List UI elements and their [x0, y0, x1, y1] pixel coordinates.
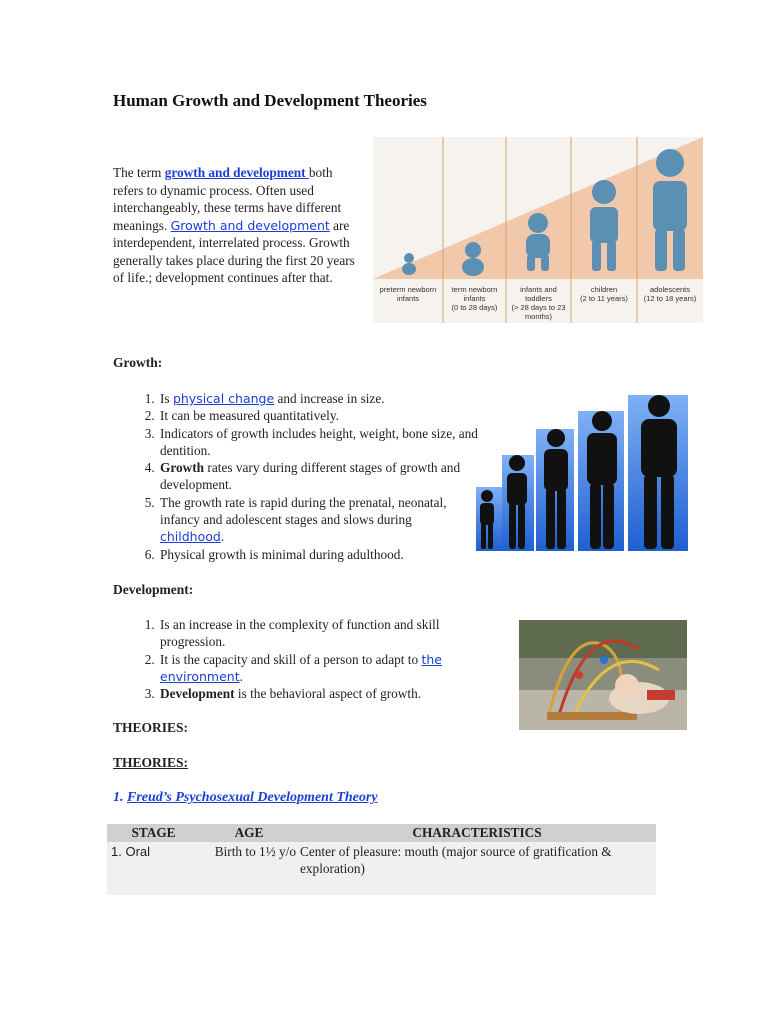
item-text: . — [239, 668, 243, 684]
item-text: The growth rate is rapid during the prenatal, neonatal, infancy and adolescent stages and slows during — [160, 494, 447, 528]
item-bold: Development — [160, 686, 235, 702]
stage-label-name: preterm newborn infants — [379, 285, 437, 303]
stage-label-sub: (2 to 11 years) — [580, 294, 628, 303]
freud-number: 1. — [113, 790, 127, 805]
list-item: 3. Indicators of growth includes height, weight, bone size, and dentition. — [158, 425, 478, 460]
childhood-link[interactable]: childhood — [160, 529, 221, 545]
table-row — [107, 842, 656, 895]
stage-label — [637, 285, 703, 303]
stage-label-sub: (12 to 18 years) — [643, 294, 697, 303]
development-list — [113, 616, 483, 702]
growth-heading: Growth: — [113, 355, 163, 370]
stage-label-sub: (0 to 28 days) — [451, 303, 498, 312]
stage-label — [443, 285, 506, 312]
intro-text: The term — [113, 165, 165, 180]
freud-stages-table — [107, 824, 656, 895]
list-item — [158, 459, 478, 494]
list-item: 2. It can be measured quantitatively. — [158, 407, 478, 424]
item-text: Is — [160, 391, 173, 406]
development-heading: Development: — [113, 582, 194, 597]
freud-heading — [113, 790, 378, 806]
table-cell-characteristics: Center of pleasure: mouth (major source of gratification & exploration) — [298, 842, 656, 895]
table-cell-age: Birth to 1½ y/o — [200, 842, 298, 895]
list-item: 1. Is an increase in the complexity of function and skill progression. — [158, 616, 483, 651]
theories-heading: THEORIES: — [113, 720, 189, 735]
stage-label-name: infants and toddlers — [520, 285, 557, 303]
table-header-stage: STAGE — [107, 824, 200, 842]
list-item — [158, 494, 478, 546]
stage-label — [373, 285, 443, 303]
intro-text: both refers to dynamic process. Often used interchangeably, these terms have different meanings. — [113, 165, 342, 233]
stage-label-name: children — [590, 285, 618, 294]
list-item: 6. Physical growth is minimal during adulthood. — [158, 546, 478, 563]
table-header-characteristics: CHARACTERISTICS — [298, 824, 656, 842]
table-header-age: AGE — [200, 824, 298, 842]
table-cell-stage: 1. Oral — [107, 842, 200, 895]
growth-silhouettes-figure — [474, 393, 694, 551]
item-text: . — [220, 529, 225, 545]
stage-label — [506, 285, 571, 321]
list-item — [158, 685, 483, 702]
item-text: is the behavioral aspect of growth. — [234, 686, 422, 702]
freud-theory-link[interactable]: Freud’s Psychosexual Development Theory — [127, 790, 378, 805]
silhouettes-illustration — [474, 393, 694, 551]
growth-development-link[interactable]: growth and development — [164, 165, 309, 180]
baby-photo-illustration — [519, 620, 687, 730]
page-title: Human Growth and Development Theories — [113, 91, 427, 110]
baby-photo — [519, 620, 687, 730]
stage-label-sub: (> 28 days to 23 months) — [511, 303, 566, 321]
list-item — [158, 390, 478, 407]
physical-change-link[interactable]: physical change — [172, 391, 275, 406]
environment-link[interactable]: the environment — [160, 651, 442, 684]
stage-label — [571, 285, 637, 303]
growth-list — [113, 390, 478, 563]
list-item — [158, 651, 483, 686]
growth-and-development-link[interactable]: Growth and development — [170, 217, 330, 233]
theories-heading-underlined: THEORIES: — [113, 755, 189, 770]
growth-stages-figure — [373, 137, 703, 323]
table-header-row — [107, 824, 656, 842]
stage-label-name: term newborn infants — [451, 285, 498, 303]
item-text: rates vary during different stages of growth and development. — [160, 460, 461, 493]
item-bold: Growth — [160, 460, 205, 476]
item-text: and increase in size. — [274, 391, 385, 406]
item-text: It is the capacity and skill of a person to adapt to — [160, 651, 422, 667]
intro-text: are interdependent, interrelated process. Growth generally takes place during the first 20 years of life.; development continues after that. — [113, 217, 355, 285]
stage-label-name: adolescents — [649, 285, 691, 294]
intro-paragraph — [113, 164, 358, 287]
